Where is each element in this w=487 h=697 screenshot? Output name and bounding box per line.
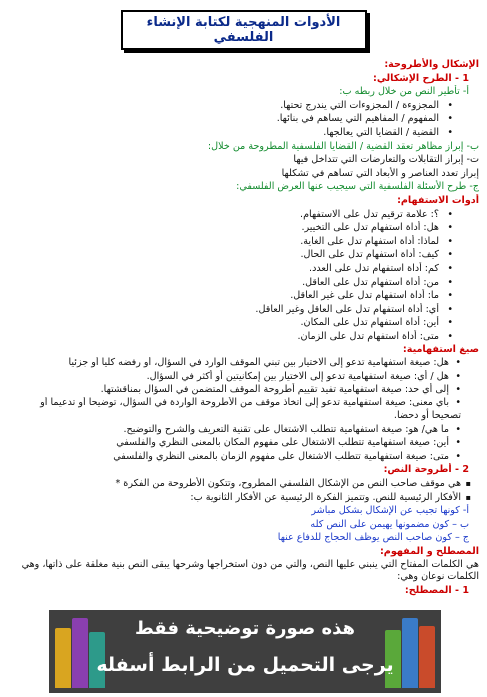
- text-line: ▪ هي موقف صاحب النص من الإشكال الفلسفي المطروح، وتتكون الأطروحة من الفكرة *: [8, 477, 479, 491]
- text-line: 2 - أطروحة النص:: [383, 464, 469, 476]
- document-body: [8, 58, 479, 598]
- text-line: أدوات الاستفهام:: [397, 194, 479, 206]
- text-line: • ؟: علامة ترقيم تدل على الاستفهام.: [8, 208, 479, 222]
- text-line: • إلى أي حد: صيغة استفهامية تفيد تقييم أطروحة الموقف المتضمن في السؤال بمناقشتها.: [8, 383, 479, 397]
- text-line: • القضية / القضايا التي يعالجها.: [8, 126, 479, 140]
- banner-text-line1: هذه صورة توضيحية فقط: [134, 618, 355, 639]
- text-line: ب- إبراز مظاهر تعقد القضية / القضايا الفلسفية المطروحة من خلال:: [207, 140, 479, 152]
- watermark-banner: [49, 610, 441, 693]
- text-line: • متى: أداة استفهام تدل على الزمان.: [8, 330, 479, 344]
- text-line: ج – كون صاحب النص يوظف الحجاج للدفاع عنها: [277, 532, 469, 544]
- text-line: • من: أداة استفهام تدل على العاقل.: [8, 276, 479, 290]
- text-line: • المجزوءة / المجزوءات التي يندرج تحتها.: [8, 99, 479, 113]
- text-line: أ- كونها تجيب عن الإشكال بشكل مباشر: [311, 505, 469, 517]
- text-line: 1 - المصطلح:: [404, 585, 469, 597]
- document-title: الأدوات المنهجية لكتابة الإنشاء الفلسفي: [121, 10, 367, 50]
- text-line: ت- إبراز التقابلات والتعارضات التي تتداخل فيها: [293, 154, 479, 166]
- text-line: أ- تأطير النص من خلال ربطه ب:: [339, 86, 469, 98]
- text-line: • ما: أداة استفهام تدل على غير العاقل.: [8, 289, 479, 303]
- text-line: 1 - الطرح الإشكالي:: [372, 72, 469, 84]
- text-line: • بأي معنى: صيغة استفهامية تدعو إلى اتخاذ موقف من الأطروحة الواردة في السؤال، توضيحا أو تدعيما أو تصحيحا أو دحضا.: [8, 397, 479, 423]
- text-line: • أي: أداة استفهام تدل على العاقل وغير العاقل.: [8, 303, 479, 317]
- text-line: • كم: أداة استفهام تدل على العدد.: [8, 262, 479, 276]
- text-line: المصطلح و المفهوم:: [379, 545, 479, 557]
- text-line: هي الكلمات المفتاح التي ينبني عليها النص، والتي من دون استخراجها وشرحها يبقى النص بنية مغلقة على ذاتها، وهي الكلمات نوعان وهي:: [21, 558, 479, 583]
- text-line: ب – كون مضمونها يهيمن على النص كله: [310, 518, 469, 530]
- text-line: صيغ استفهامية:: [402, 344, 479, 356]
- banner-text-line2: يرجى التحميل من الرابط أسفله: [96, 654, 394, 676]
- text-line: • لماذا: أداة استفهام تدل على الغاية.: [8, 235, 479, 249]
- text-line: • هل / أي: صيغة استفهامية تدعو إلى الاختيار بين إمكانيتين أو أكثر في السؤال.: [8, 370, 479, 384]
- text-line: • هل: أداة استفهام تدل على التخيير.: [8, 221, 479, 235]
- text-line: • هل: صيغة استفهامية تدعو إلى الاختيار بين تبني الموقف الوارد في السؤال، أو رفضه كليا أو جزئيا: [8, 357, 479, 370]
- text-line: • المفهوم / المفاهيم التي يساهم في بنائها.: [8, 112, 479, 126]
- text-line: ▪ الأفكار الرئيسية للنص. وتتميز الفكرة الرئيسية عن الأفكار الثانوية ب:: [8, 491, 479, 505]
- text-line: إبراز تعدد العناصر و الأبعاد التي تساهم في تشكلها: [281, 167, 479, 179]
- text-line: • أين: أداة استفهام تدل على المكان.: [8, 316, 479, 330]
- text-line: • ما هي/ هو: صيغة استفهامية تتطلب الاشتغال على تقنية التعريف والشرح والتوضيح.: [8, 423, 479, 437]
- text-line: ج- طرح الأسئلة الفلسفية التي سيجيب عنها العرض الفلسفي:: [236, 181, 479, 193]
- text-line: الإشكال والأطروحة:: [384, 59, 479, 70]
- text-line: • متى: صيغة استفهامية تتطلب الاشتغال على مفهوم الزمان بالمعنى النظري والفلسفي: [8, 450, 479, 464]
- text-line: • أين: صيغة استفهامية تتطلب الاشتغال على مفهوم المكان بالمعنى النظري والفلسفي: [8, 436, 479, 450]
- text-line: • كيف: أداة استفهام تدل على الحال.: [8, 248, 479, 262]
